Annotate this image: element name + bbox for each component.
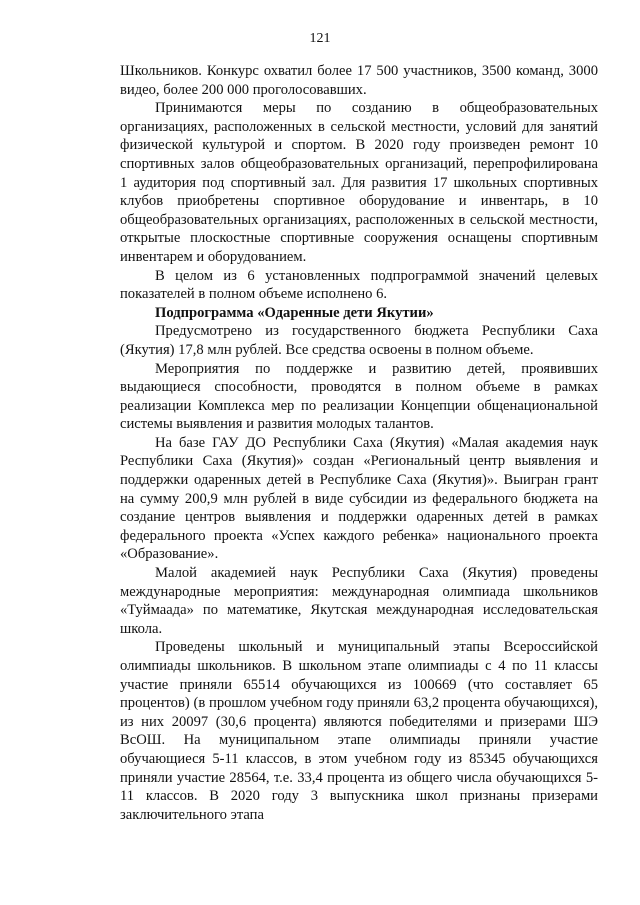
paragraph-targets-summary: В целом из 6 установленных подпрограммой значений целевых показателей в полном объеме исполнено 6. [120, 267, 598, 303]
subprogram-heading: Подпрограмма «Одаренные дети Якутии» [155, 304, 434, 321]
paragraph-budget: Предусмотрено из государственного бюджета Республики Саха (Якутия) 17,8 млн рублей. Все средства освоены в полном объеме. [120, 323, 598, 358]
paragraph-sports-facilities: Принимаются меры по созданию в общеобразовательных организациях, расположенных в сельской местности, условий для занятий физической культурой и спортом. В 2020 году произведен ремонт 10 спортивных залов общеобразовательных организаций, перепрофилирована 1 аудитория под спортивный зал. Для развития 17 школьных спортивных клубов приобретены спортивное оборудование и инвентарь, в 10 общеобразовательных организациях, расположенных в сельской местности, открытые плоскостные спортивные сооружения оснащены спортивным инвентарем и оборудованием. [120, 100, 598, 265]
paragraph-academy-center: На базе ГАУ ДО Республики Саха (Якутия) «Малая академия наук Республики Саха (Якутия)» создан «Региональный центр выявления и поддержки одаренных детей в Республике Саха (Якутия)». Выигран грант на сумму 200,9 млн рублей в виде субсидии из федерального бюджета на создание центров выявления и поддержки одаренных детей в рамках федерального проекта «Успех каждого ребенка» национального проекта «Образование». [120, 434, 598, 563]
paragraph-talent-measures: Мероприятия по поддержке и развитию детей, проявивших выдающиеся способности, проводятся в полном объеме в рамках реализации Комплекса мер по реализации Концепции общенациональной системы выявления и развития молодых талантов. [120, 360, 598, 433]
page-number: 121 [309, 31, 331, 46]
body-text [120, 62, 598, 824]
paragraph-international-events: Малой академией наук Республики Саха (Якутия) проведены международные мероприятия: международная олимпиада школьников «Туймаада» по математике, Якутская международная исследовательская школа. [120, 565, 598, 637]
paragraph-olympiad: Проведены школьный и муниципальный этапы Всероссийской олимпиады школьников. В школьном этапе олимпиады с 4 по 11 классы участие приняли 65514 обучающихся из 100669 (что составляет 65 процентов) (в прошлом учебном году приняли 63,2 процента обучающихся), из них 20097 (30,6 процента) являются победителями и призерами ШЭ ВсОШ. На муниципальном этапе олимпиады приняли участие обучающиеся 5-11 классов, в этом учебном году из 85345 обучающихся приняли участие 28564, т.е. 33,4 процента из общего числа обучающихся 5-11 классов. В 2020 году 3 выпускника школ признаны призерами заключительного этапа [120, 639, 598, 823]
paragraph-continuation: Школьников. Конкурс охватил более 17 500 участников, 3500 команд, 3000 видео, более 200 000 проголосовавших. [120, 63, 598, 98]
